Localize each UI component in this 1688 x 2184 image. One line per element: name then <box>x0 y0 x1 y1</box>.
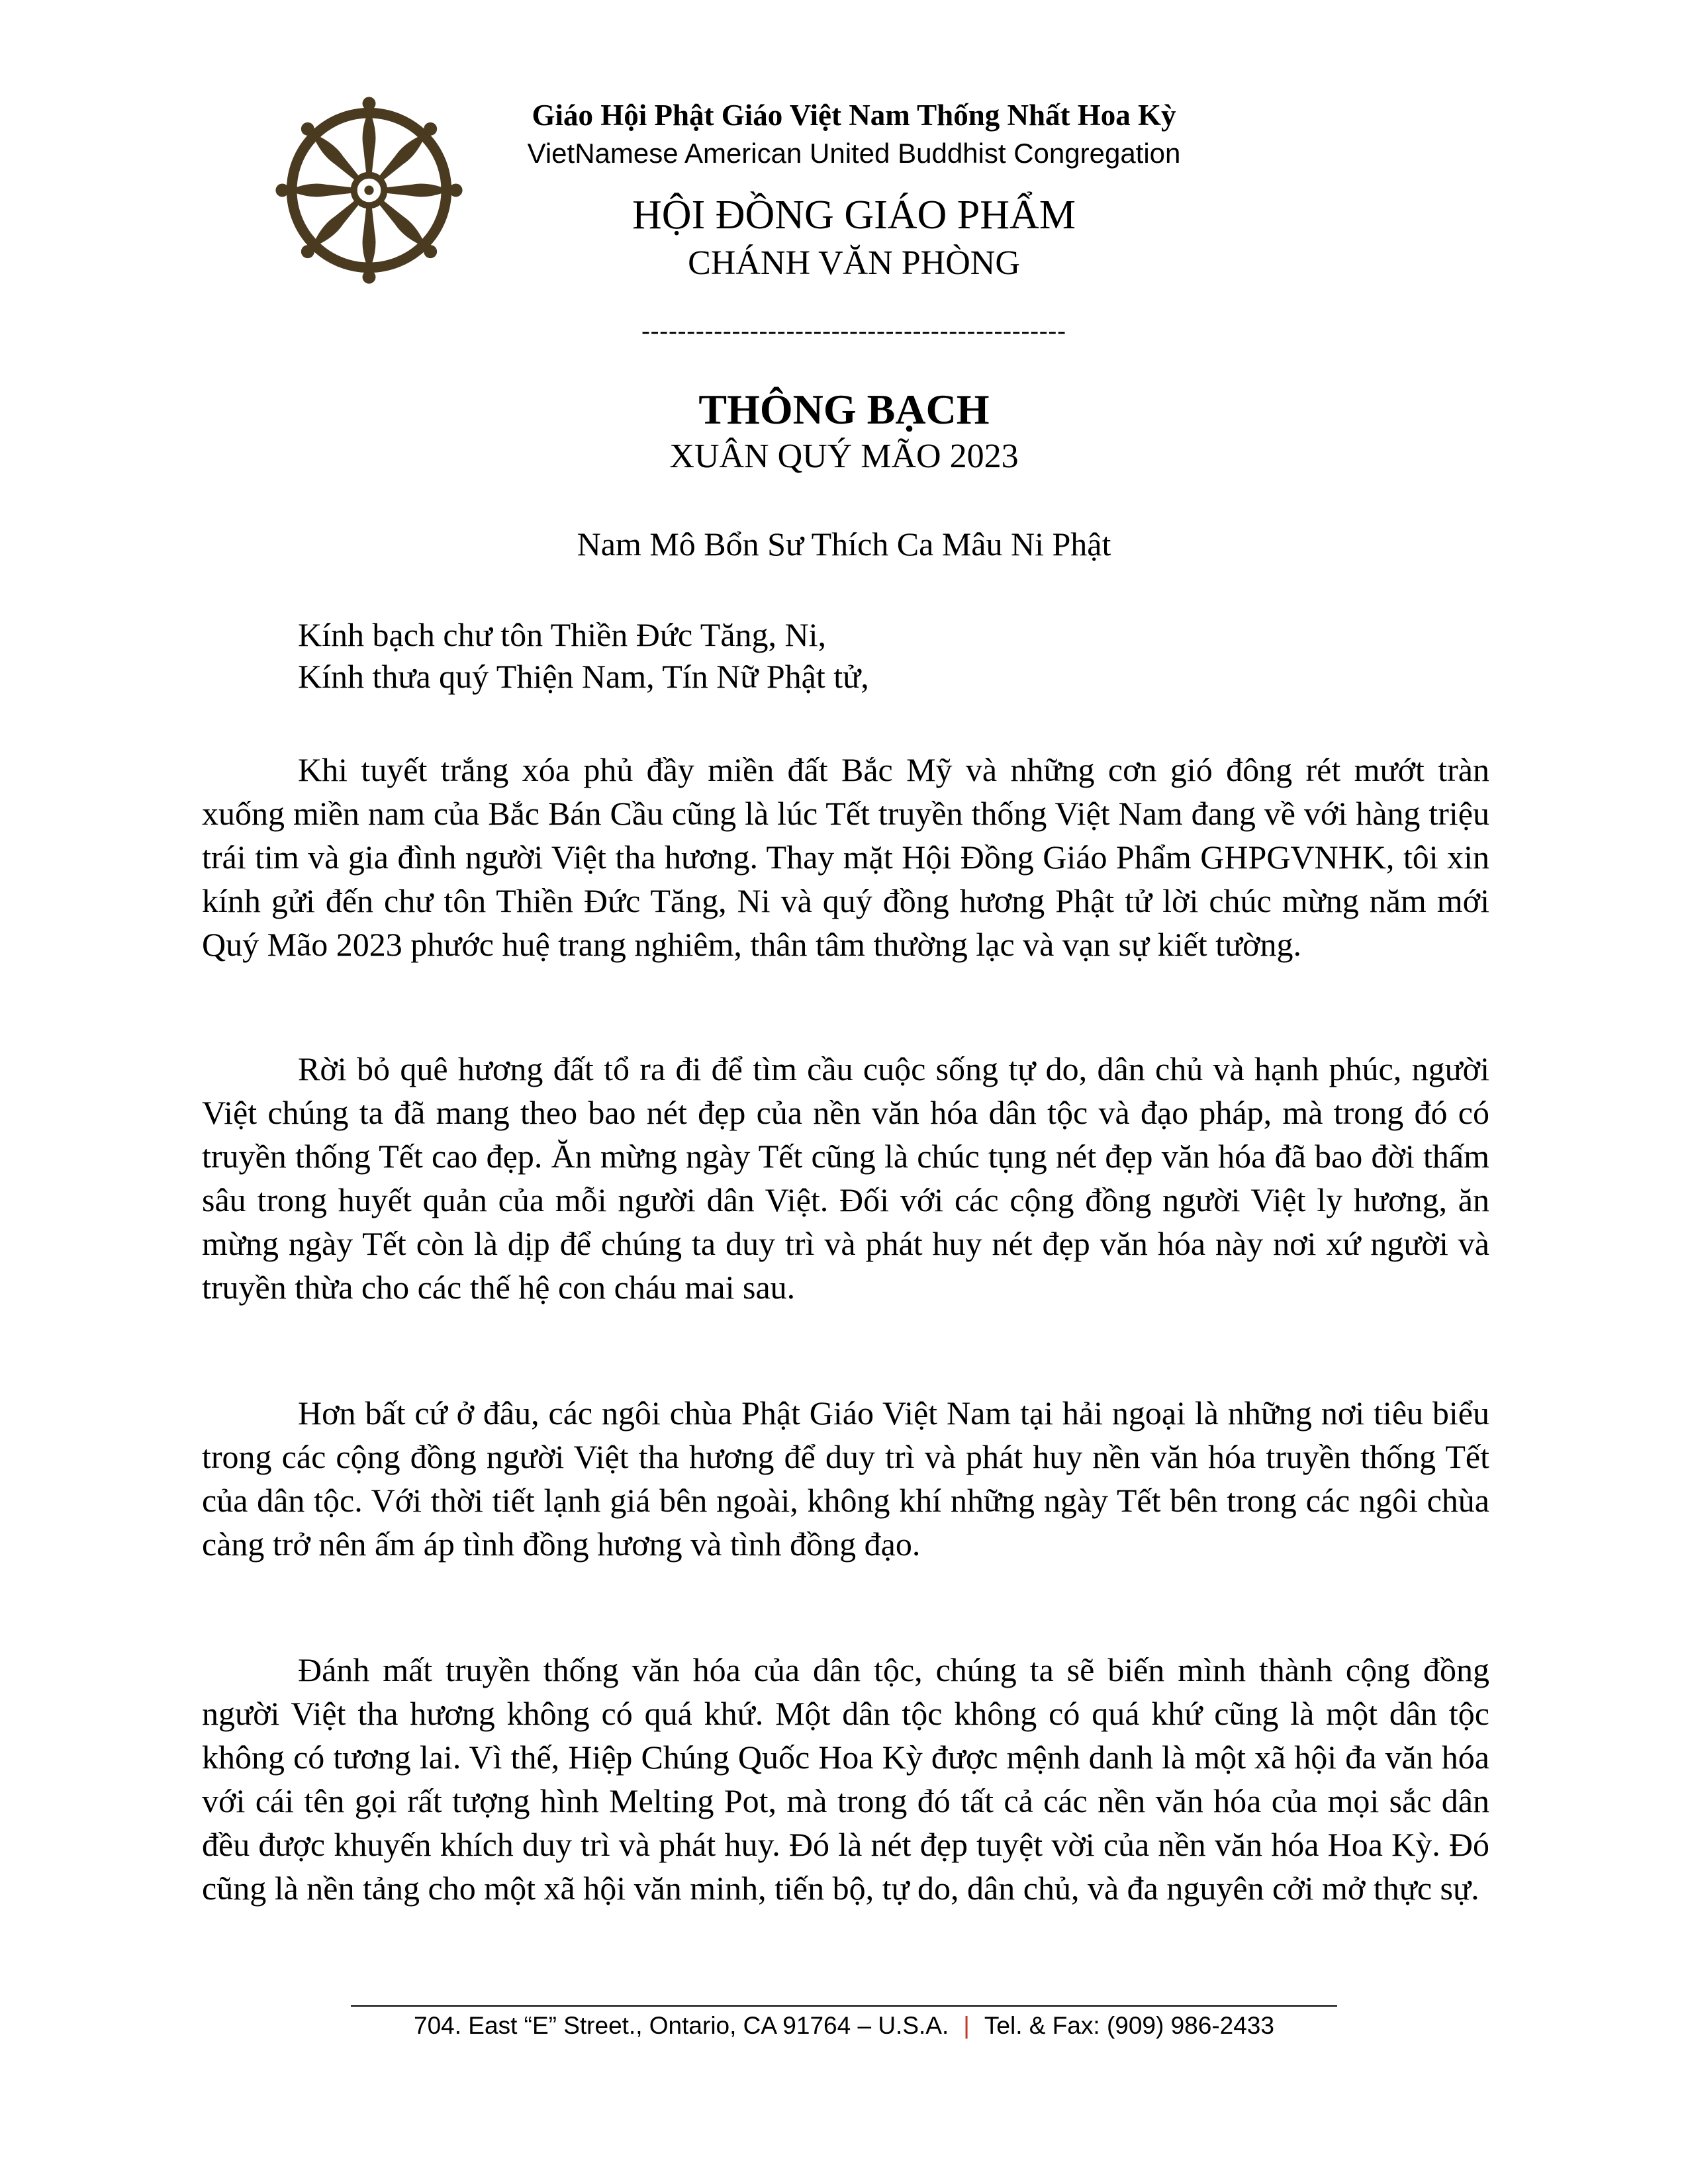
footer-contact <box>0 2012 1688 2040</box>
footer-address: 704. East “E” Street., Ontario, CA 91764 – U.S.A. <box>414 2012 949 2039</box>
body-paragraph: Hơn bất cứ ở đâu, các ngôi chùa Phật Giáo Việt Nam tại hải ngoại là những nơi tiêu biểu trong các cộng đồng người Việt tha hương để duy trì và phát huy nền văn hóa truyền thống Tết của dân tộc. Với thời tiết lạnh giá bên ngoài, không khí những ngày Tết bên trong các ngôi chùa càng trở nên ấm áp tình đồng hương và tình đồng đạo. <box>202 1394 1489 1563</box>
salutation-line: Kính bạch chư tôn Thiền Đức Tăng, Ni, <box>298 616 827 653</box>
footer-separator: | <box>963 2012 970 2039</box>
header-divider: ----------------------------------------------- <box>641 317 1066 345</box>
org-name-vietnamese: Giáo Hội Phật Giáo Việt Nam Thống Nhất Hoa Kỳ <box>532 99 1176 132</box>
dharma-wheel-icon <box>275 96 463 285</box>
salutation-line: Kính thưa quý Thiện Nam, Tín Nữ Phật tử, <box>298 658 869 695</box>
document-title: THÔNG BẠCH <box>698 386 990 433</box>
body-paragraph: Khi tuyết trắng xóa phủ đầy miền đất Bắc Mỹ và những cơn gió đông rét mướt tràn xuống miền nam của Bắc Bán Cầu cũng là lúc Tết truyền thống Việt Nam đang về với hàng triệu trái tim và gia đình người Việt tha hương. Thay mặt Hội Đồng Giáo Phẩm GHPGVNHK, tôi xin kính gửi đến chư tôn Thiền Đức Tăng, Ni và quý đồng hương Phật tử lời chúc mừng năm mới Quý Mão 2023 phước huệ trang nghiêm, thân tâm thường lạc và vạn sự kiết tường. <box>202 751 1489 963</box>
document-subtitle: XUÂN QUÝ MÃO 2023 <box>669 437 1019 475</box>
office-heading: CHÁNH VĂN PHÒNG <box>688 244 1020 282</box>
council-heading: HỘI ĐỒNG GIÁO PHẨM <box>632 193 1076 238</box>
body-paragraph: Đánh mất truyền thống văn hóa của dân tộc, chúng ta sẽ biến mình thành cộng đồng người Việt tha hương không có quá khứ. Một dân tộc không có quá khứ cũng là một dân tộc không có tương lai. Vì thế, Hiệp Chúng Quốc Hoa Kỳ được mệnh danh là một xã hội đa văn hóa với cái tên gọi rất tượng hình Melting Pot, mà trong đó tất cả các nền văn hóa của mọi sắc dân đều được khuyến khích duy trì và phát huy. Đó là nét đẹp tuyệt vời của nền văn hóa Hoa Kỳ. Đó cũng là nền tảng cho một xã hội văn minh, tiến bộ, tự do, dân chủ, và đa nguyên cởi mở thực sự. <box>202 1651 1489 1907</box>
body-paragraph: Rời bỏ quê hương đất tổ ra đi để tìm cầu cuộc sống tự do, dân chủ và hạnh phúc, người Việt chúng ta đã mang theo bao nét đẹp của nền văn hóa dân tộc và đạo pháp, mà trong đó có truyền thống Tết cao đẹp. Ăn mừng ngày Tết cũng là chúc tụng nét đẹp văn hóa đã bao đời thấm sâu trong huyết quản của mỗi người dân Việt. Đối với các cộng đồng người Việt ly hương, ăn mừng ngày Tết còn là dịp để chúng ta duy trì và phát huy nét đẹp văn hóa này nơi xứ người và truyền thừa cho các thế hệ con cháu mai sau. <box>202 1050 1489 1306</box>
footer-rule <box>351 2005 1337 2007</box>
org-name-english: VietNamese American United Buddhist Congregation <box>527 138 1181 169</box>
invocation: Nam Mô Bổn Sư Thích Ca Mâu Ni Phật <box>577 525 1111 563</box>
footer-phone: Tel. & Fax: (909) 986-2433 <box>984 2012 1274 2039</box>
